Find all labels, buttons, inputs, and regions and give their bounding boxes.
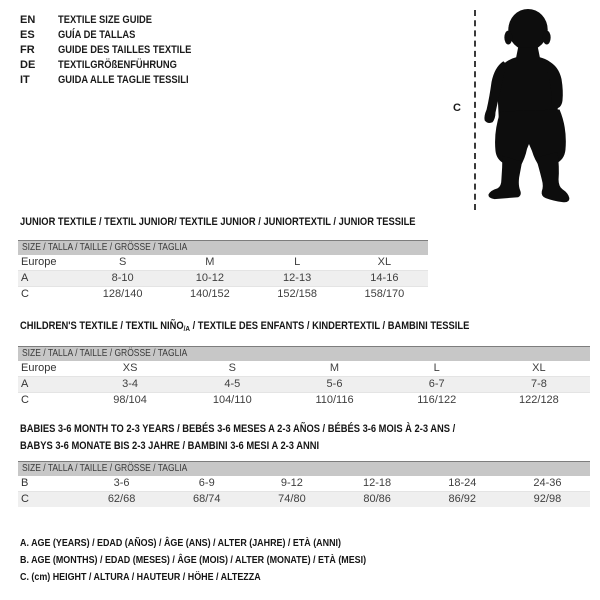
table-row xyxy=(18,255,428,271)
section-title-text: BABYS 3-6 MONATE BIS 2-3 JAHRE / BAMBINI 3-6 MESI A 2-3 ANNI xyxy=(20,440,320,452)
table-cell: 140/152 xyxy=(189,288,230,300)
table-cell: 5-6 xyxy=(326,378,343,390)
table-cell: 98/104 xyxy=(113,394,147,406)
table-cell: 152/158 xyxy=(277,288,317,300)
table-cell: 18-24 xyxy=(448,477,477,489)
section-title-junior xyxy=(20,216,485,228)
section-title-children xyxy=(20,320,549,332)
footnote-height xyxy=(20,571,303,584)
table-row xyxy=(18,361,590,377)
row-label: B xyxy=(21,477,29,489)
language-title: GUIDA ALLE TAGLIE TESSILI xyxy=(58,74,189,86)
language-title: TEXTILE SIZE GUIDE xyxy=(58,14,153,26)
section-title-text: CHILDREN'S TEXTILE / TEXTIL NIÑO/A / TEXTILE DES ENFANTS / KINDERTEXTIL / BAMBINI TESSILE xyxy=(20,320,470,333)
list-item xyxy=(20,13,215,28)
list-item xyxy=(20,28,215,43)
size-header-bar xyxy=(18,346,590,361)
footnote-text: A. AGE (YEARS) / EDAD (AÑOS) / ÂGE (ANS) / ALTER (JAHRE) / ETÀ (ANNI) xyxy=(20,537,341,549)
table-cell: XL xyxy=(377,256,392,268)
section-title-babies-line2 xyxy=(20,440,372,452)
row-label: C xyxy=(21,288,29,300)
table-row xyxy=(18,271,428,287)
height-measure-label: C xyxy=(453,102,461,114)
size-header-label: SIZE / TALLA / TAILLE / GRÖSSE / TAGLIA xyxy=(22,463,188,474)
row-label: A xyxy=(21,272,29,284)
height-measure-line xyxy=(474,10,476,210)
table-cell: 86/92 xyxy=(448,493,477,505)
size-header-label: SIZE / TALLA / TAILLE / GRÖSSE / TAGLIA xyxy=(22,348,188,359)
table-cell: M xyxy=(205,256,215,268)
section-title-babies-line1 xyxy=(20,423,532,435)
table-cell: 12-18 xyxy=(363,477,392,489)
table-cell: 3-6 xyxy=(113,477,130,489)
table-row xyxy=(18,393,590,408)
table-row xyxy=(18,377,590,393)
table-row xyxy=(18,287,428,302)
language-title: GUIDE DES TAILLES TEXTILE xyxy=(58,44,192,56)
table-cell: 110/116 xyxy=(315,394,354,406)
table-row xyxy=(18,492,590,507)
size-header-label: SIZE / TALLA / TAILLE / GRÖSSE / TAGLIA xyxy=(22,242,188,253)
language-code: DE xyxy=(20,59,36,71)
section-title-text: JUNIOR TEXTILE / TEXTIL JUNIOR/ TEXTILE JUNIOR / JUNIORTEXTIL / JUNIOR TESSILE xyxy=(20,216,416,228)
subscript-text: /A xyxy=(183,324,190,333)
footnote-text: C. (cm) HEIGHT / ALTURA / HAUTEUR / HÖHE / ALTEZZA xyxy=(20,571,261,583)
row-label: A xyxy=(21,378,29,390)
table-cell: 62/68 xyxy=(107,493,136,505)
row-label: C xyxy=(21,493,29,505)
junior-size-table xyxy=(18,240,428,302)
table-cell: 6-9 xyxy=(198,477,215,489)
table-cell: L xyxy=(294,256,301,268)
table-cell: 10-12 xyxy=(195,272,224,284)
language-code: IT xyxy=(20,74,30,86)
section-title-text: BABIES 3-6 MONTH TO 2-3 YEARS / BEBÉS 3-6 MESES A 2-3 AÑOS / BÉBÉS 3-6 MOIS À 2-3 ANS / xyxy=(20,423,456,435)
language-title: GUÍA DE TALLAS xyxy=(58,29,136,41)
table-cell: 24-36 xyxy=(533,477,562,489)
table-cell: 74/80 xyxy=(278,493,306,505)
table-cell: 6-7 xyxy=(428,378,445,390)
size-header-bar xyxy=(18,240,428,255)
table-cell: 4-5 xyxy=(224,378,241,390)
row-label: Europe xyxy=(21,362,57,374)
table-cell: XL xyxy=(532,362,546,374)
language-code: FR xyxy=(20,44,35,56)
footnote-age-years xyxy=(20,537,398,550)
table-cell: 12-13 xyxy=(283,272,312,284)
table-cell: L xyxy=(433,362,440,374)
list-item xyxy=(20,43,215,58)
table-row xyxy=(18,476,590,492)
table-cell: XS xyxy=(122,362,138,374)
baby-silhouette-icon xyxy=(480,8,576,210)
table-cell: 8-10 xyxy=(111,272,134,284)
table-cell: 104/110 xyxy=(212,394,252,406)
babies-size-table xyxy=(18,461,590,507)
table-cell: 122/128 xyxy=(519,394,559,406)
row-label: C xyxy=(21,394,29,406)
table-cell: 9-12 xyxy=(280,477,303,489)
language-code: EN xyxy=(20,14,36,26)
table-cell: 80/86 xyxy=(363,493,391,505)
table-cell: 68/74 xyxy=(192,493,221,505)
list-item xyxy=(20,58,215,73)
table-cell: 116/122 xyxy=(417,394,457,406)
row-label: Europe xyxy=(21,256,57,268)
table-cell: 14-16 xyxy=(370,272,399,284)
table-cell: 7-8 xyxy=(530,378,547,390)
language-list xyxy=(20,13,215,88)
footnote-age-months xyxy=(20,554,427,567)
table-cell: M xyxy=(329,362,340,374)
table-cell: S xyxy=(228,362,236,374)
table-cell: 128/140 xyxy=(102,288,143,300)
table-cell: 92/98 xyxy=(533,493,562,505)
language-title: TEXTILGRÖßENFÜHRUNG xyxy=(58,59,177,71)
table-cell: 158/170 xyxy=(364,288,405,300)
table-cell: 3-4 xyxy=(122,378,139,390)
table-cell: S xyxy=(118,256,127,268)
size-header-bar xyxy=(18,461,590,476)
list-item xyxy=(20,73,215,88)
children-size-table xyxy=(18,346,590,408)
language-code: ES xyxy=(20,29,35,41)
footnote-text: B. AGE (MONTHS) / EDAD (MESES) / ÂGE (MOIS) / ALTER (MONATE) / ETÀ (MESI) xyxy=(20,554,367,566)
